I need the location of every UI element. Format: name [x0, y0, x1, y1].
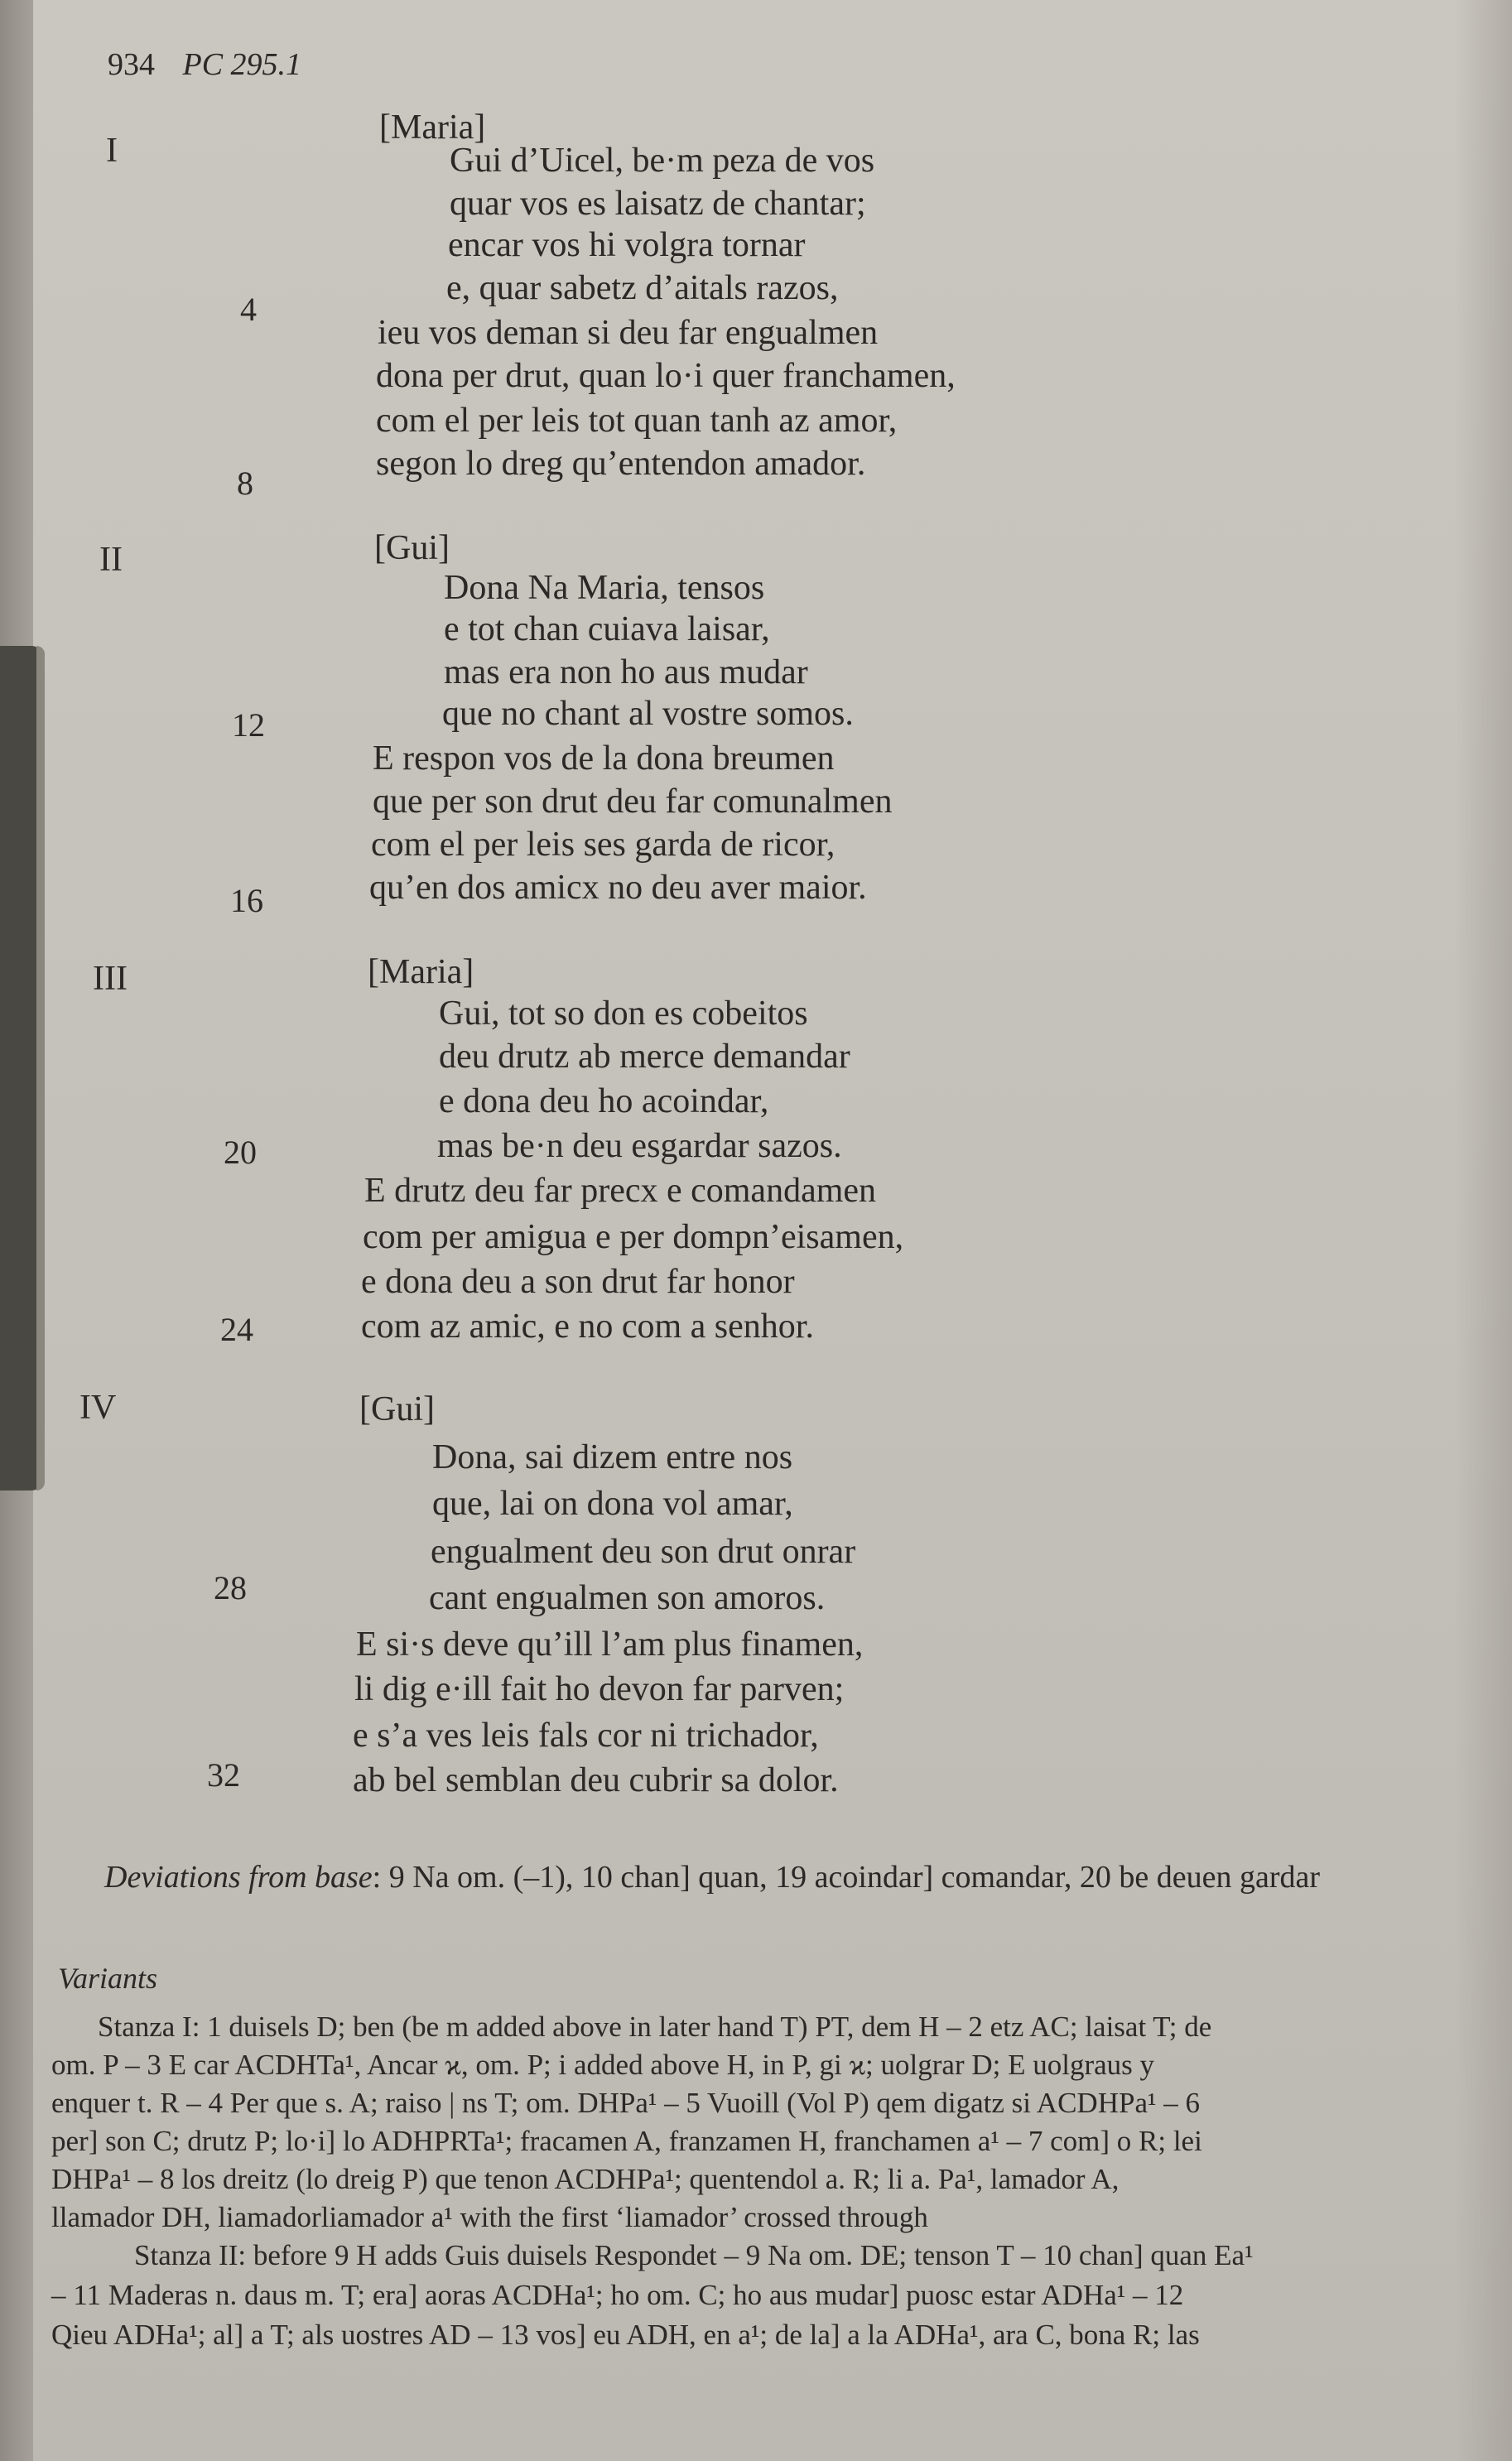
deviations-from-base — [104, 1859, 1320, 1895]
verse-line: e s’a ves leis fals cor ni trichador, — [353, 1717, 819, 1755]
verse-line: Dona, sai dizem entre nos — [432, 1438, 793, 1476]
verse-line: deu drutz ab merce demandar — [439, 1038, 850, 1076]
stanza-number: III — [93, 960, 128, 998]
page-number: 934 — [108, 47, 155, 82]
verse-line: E drutz deu far precx e comandamen — [364, 1172, 877, 1210]
verse-line: que per son drut deu far comunalmen — [373, 783, 893, 821]
verse-line: e, quar sabetz d’aitals razos, — [446, 269, 839, 307]
verse-line: e dona deu ho acoindar, — [439, 1082, 769, 1120]
stanza-number: IV — [79, 1389, 117, 1427]
verse-line: mas era non ho aus mudar — [444, 653, 808, 691]
verse-line: com per amigua e per dompn’eisamen, — [363, 1218, 904, 1256]
page-right-shade — [1454, 0, 1512, 2461]
verse-line: ieu vos deman si deu far engualmen — [378, 314, 879, 352]
verse-line: Gui d’Uicel, be·m peza de vos — [450, 142, 875, 180]
variant-line: Stanza II: before 9 H adds Guis duisels Respondet – 9 Na om. DE; tenson T – 10 chan] quan Ea¹ — [134, 2239, 1254, 2271]
verse-line: li dig e·ill fait ho devon far parven; — [354, 1670, 845, 1708]
line-number: 20 — [224, 1134, 257, 1171]
verse-line: cant engualmen son amoros. — [429, 1579, 826, 1617]
verse-line: e tot chan cuiava laisar, — [444, 610, 770, 648]
verse-line: dona per drut, quan lo·i quer franchamen, — [376, 357, 956, 395]
verse-line: engualment deu son drut onrar — [431, 1533, 856, 1571]
variant-line: Stanza I: 1 duisels D; ben (be m added above in later hand T) PT, dem H – 2 etz AC; laisat T; de — [98, 2011, 1212, 2043]
verse-line: Gui, tot so don es cobeitos — [439, 995, 808, 1033]
verse-line: com az amic, e no com a senhor. — [361, 1308, 814, 1346]
verse-line: segon lo dreg qu’entendon amador. — [376, 445, 866, 483]
deviations-text: : 9 Na om. (–1), 10 chan] quan, 19 acoindar] comandar, 20 be deuen gardar — [372, 1860, 1321, 1895]
line-number: 16 — [230, 882, 263, 919]
stanza-number: I — [106, 132, 118, 170]
verse-line: ab bel semblan deu cubrir sa dolor. — [353, 1761, 839, 1799]
book-spine-edge — [36, 646, 45, 1491]
stanza-speaker: [Gui] — [359, 1390, 435, 1428]
variant-line: – 11 Maderas n. daus m. T; era] aoras ACDHa¹; ho om. C; ho aus mudar] puosc estar ADHa¹ – 12 — [51, 2279, 1184, 2311]
stanza-speaker: [Maria] — [368, 953, 474, 991]
line-number: 24 — [220, 1311, 253, 1348]
verse-line: E si·s deve qu’ill l’am plus finamen, — [356, 1625, 864, 1664]
variant-line: om. P – 3 E car ACDHTa¹, Ancar ϰ, om. P; i added above H, in P, gi ϰ; uolgrar D; E uolgraus y — [51, 2049, 1155, 2081]
verse-line: Dona Na Maria, tensos — [444, 569, 765, 607]
verse-line: qu’en dos amicx no deu aver maior. — [369, 869, 867, 907]
verse-line: e dona deu a son drut far honor — [361, 1263, 795, 1301]
variant-line: enquer t. R – 4 Per que s. A; raiso | ns T; om. DHPa¹ – 5 Vuoill (Vol P) qem digatz si ACDHPa¹ – 6 — [51, 2087, 1200, 2119]
line-number: 12 — [232, 706, 265, 744]
line-number: 4 — [240, 291, 257, 328]
line-number: 32 — [207, 1756, 240, 1794]
verse-line: que, lai on dona vol amar, — [432, 1485, 793, 1523]
variant-line: llamador DH, liamadorliamador a¹ with the first ‘liamador’ crossed through — [51, 2201, 928, 2233]
verse-line: que no chant al vostre somos. — [442, 695, 854, 733]
line-number: 8 — [237, 465, 253, 502]
variant-line: per] son C; drutz P; lo·i] lo ADHPRTa¹; fracamen A, franzamen H, franchamen a¹ – 7 com] o R; lei — [51, 2125, 1202, 2157]
variant-line: DHPa¹ – 8 los dreitz (lo dreig P) que tenon ACDHPa¹; quentendol a. R; li a. Pa¹, lamador A, — [51, 2163, 1120, 2195]
verse-line: com el per leis tot quan tanh az amor, — [376, 402, 898, 440]
verse-line: E respon vos de la dona breumen — [373, 739, 835, 778]
verse-line: mas be·n deu esgardar sazos. — [437, 1127, 842, 1165]
stanza-speaker: [Gui] — [374, 529, 450, 567]
variant-line: Qieu ADHa¹; al] a T; als uostres AD – 13 vos] eu ADH, en a¹; de la] a la ADHa¹, ara C, bona R; las — [51, 2319, 1200, 2351]
stanza-speaker: [Maria] — [379, 108, 486, 147]
deviations-label: Deviations from base — [104, 1860, 373, 1895]
poem-reference: PC 295.1 — [182, 47, 302, 82]
verse-line: quar vos es laisatz de chantar; — [450, 185, 866, 223]
verse-line: com el per leis ses garda de ricor, — [371, 826, 835, 864]
verse-line: encar vos hi volgra tornar — [448, 226, 806, 264]
line-number: 28 — [214, 1569, 247, 1606]
stanza-number: II — [99, 541, 123, 579]
running-header — [108, 46, 301, 83]
variants-heading: Variants — [58, 1962, 158, 1995]
